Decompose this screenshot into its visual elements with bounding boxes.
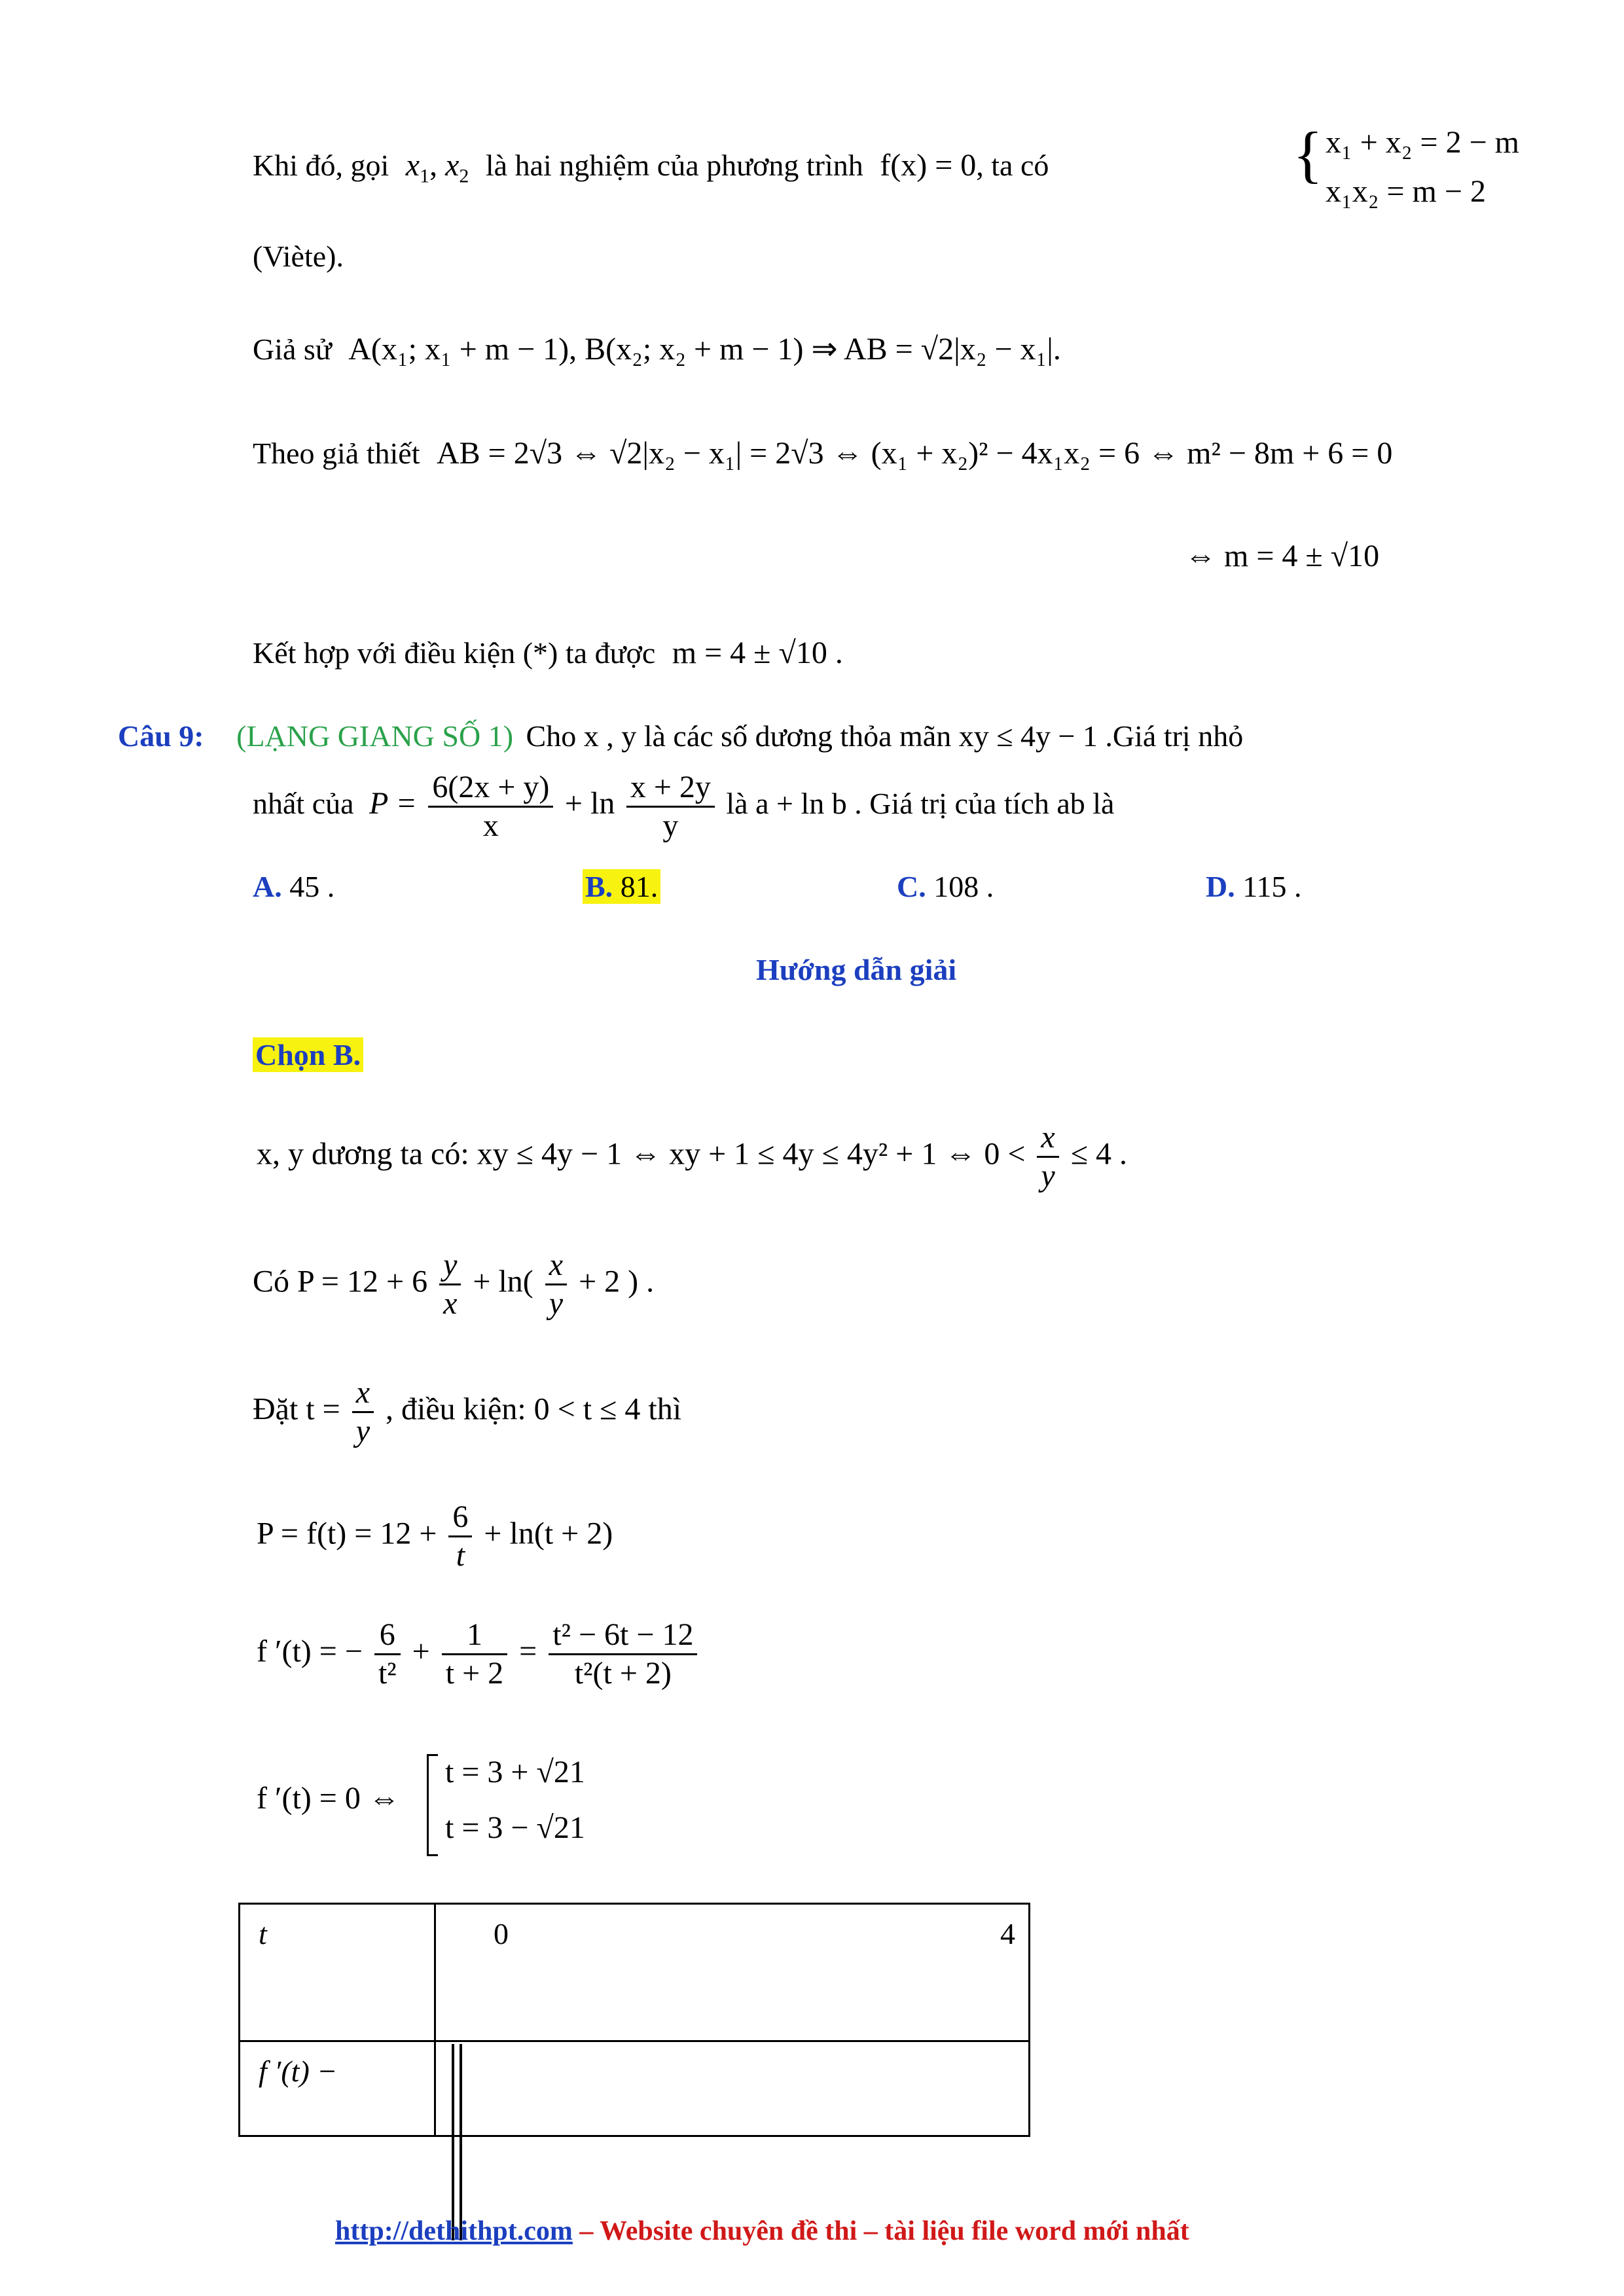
question-9-line1: Câu 9: (LẠNG GIANG SỐ 1) Cho x , y là các số dương thỏa mãn xy ≤ 4y − 1 .Giá trị nhỏ bbox=[118, 719, 1244, 753]
footer bbox=[335, 2215, 1189, 2247]
question-label: Câu 9: bbox=[118, 719, 204, 753]
viete-note: (Viète). bbox=[253, 240, 344, 273]
option-b: B. 81. bbox=[583, 869, 660, 904]
footer-link[interactable]: http://dethithpt.com bbox=[335, 2216, 573, 2246]
step-1: x, y dương ta có: xy ≤ 4y − 1 ⇔ xy + 1 ≤ 4y ≤ 4y² + 1 ⇔ 0 < $\frac{x}{y}$ ≤ 4 . bbox=[257, 1120, 1128, 1193]
system-brace: { bbox=[1293, 119, 1324, 189]
answer-choice: Chọn B. bbox=[253, 1037, 363, 1072]
table-row-t-values: 0 4 bbox=[435, 1904, 1030, 2041]
question-9-line2: nhất của P = $\frac{6(2x + y)}{x}$ + ln $\frac{x + 2y}{y}$ là a + ln b . Giá trị của tích ab là bbox=[253, 770, 1115, 843]
line-theo-gia-thiet: Theo giả thiết AB = 2√3 ⇔ √2|x₂ − x₁| = 2√3 ⇔ (x₁ + x₂)² − 4x₁x₂ = 6 ⇔ m² − 8m + 6 = 0 bbox=[253, 436, 1393, 471]
line-m-solution: ⇔ m = 4 ± √10 bbox=[1185, 539, 1380, 573]
option-c: C. 108 . bbox=[897, 870, 994, 903]
root-2: t = 3 − √21 bbox=[445, 1810, 585, 1845]
double-bar bbox=[452, 2044, 462, 2240]
line-khi-do: Khi đó, gọi $x_1$, $x_2$ là hai nghiệm của phương trình f(x) = 0, ta có bbox=[253, 148, 1049, 187]
option-a: A. 45 . bbox=[253, 870, 335, 903]
step-2: Có P = 12 + 6 $\frac{y}{x}$ + ln( $\frac{x}{y}$ + 2 ) . bbox=[253, 1247, 655, 1321]
option-d: D. 115 . bbox=[1206, 870, 1302, 903]
case-bracket bbox=[427, 1754, 438, 1856]
question-source: (LẠNG GIANG SỐ 1) bbox=[236, 719, 514, 753]
line-gia-su: Giả sử A(x₁; x₁ + m − 1), B(x₂; x₂ + m − 1) ⇒ AB = √2|x₂ − x₁|. bbox=[253, 332, 1061, 367]
solution-title: Hướng dẫn giải bbox=[756, 953, 957, 986]
footer-text: – Website chuyên đề thi – tài liệu file word mới nhất bbox=[572, 2216, 1189, 2246]
root-1: t = 3 + √21 bbox=[445, 1755, 585, 1789]
viete-sum: x₁ + x₂ = 2 − m bbox=[1326, 125, 1520, 160]
table-row-t-label: t bbox=[240, 1904, 435, 2041]
step-6: f ′(t) = 0 ⇔ bbox=[257, 1781, 400, 1816]
step-4: P = f(t) = 12 + $\frac{6}{t}$ + ln(t + 2) bbox=[257, 1499, 613, 1573]
step-3: Đặt t = $\frac{x}{y}$ , điều kiện: 0 < t ≤ 4 thì bbox=[253, 1375, 682, 1448]
step-5: f ′(t) = − $\frac{6}{\text{t²}}$ + $\frac{1}{t + 2}$ = $\frac{\text{t² − 6t − 12}}{\text{t²(t + 2)}}$ bbox=[257, 1617, 701, 1692]
variation-table bbox=[238, 1903, 1030, 2137]
table-row-derivative-values bbox=[435, 2041, 1030, 2136]
viete-product: x₁x₂ = m − 2 bbox=[1326, 174, 1486, 209]
line-ket-hop: Kết hợp với điều kiện (*) ta được m = 4 ± √10 . bbox=[253, 636, 843, 670]
table-row-derivative-label: f ′(t) − bbox=[240, 2041, 435, 2136]
